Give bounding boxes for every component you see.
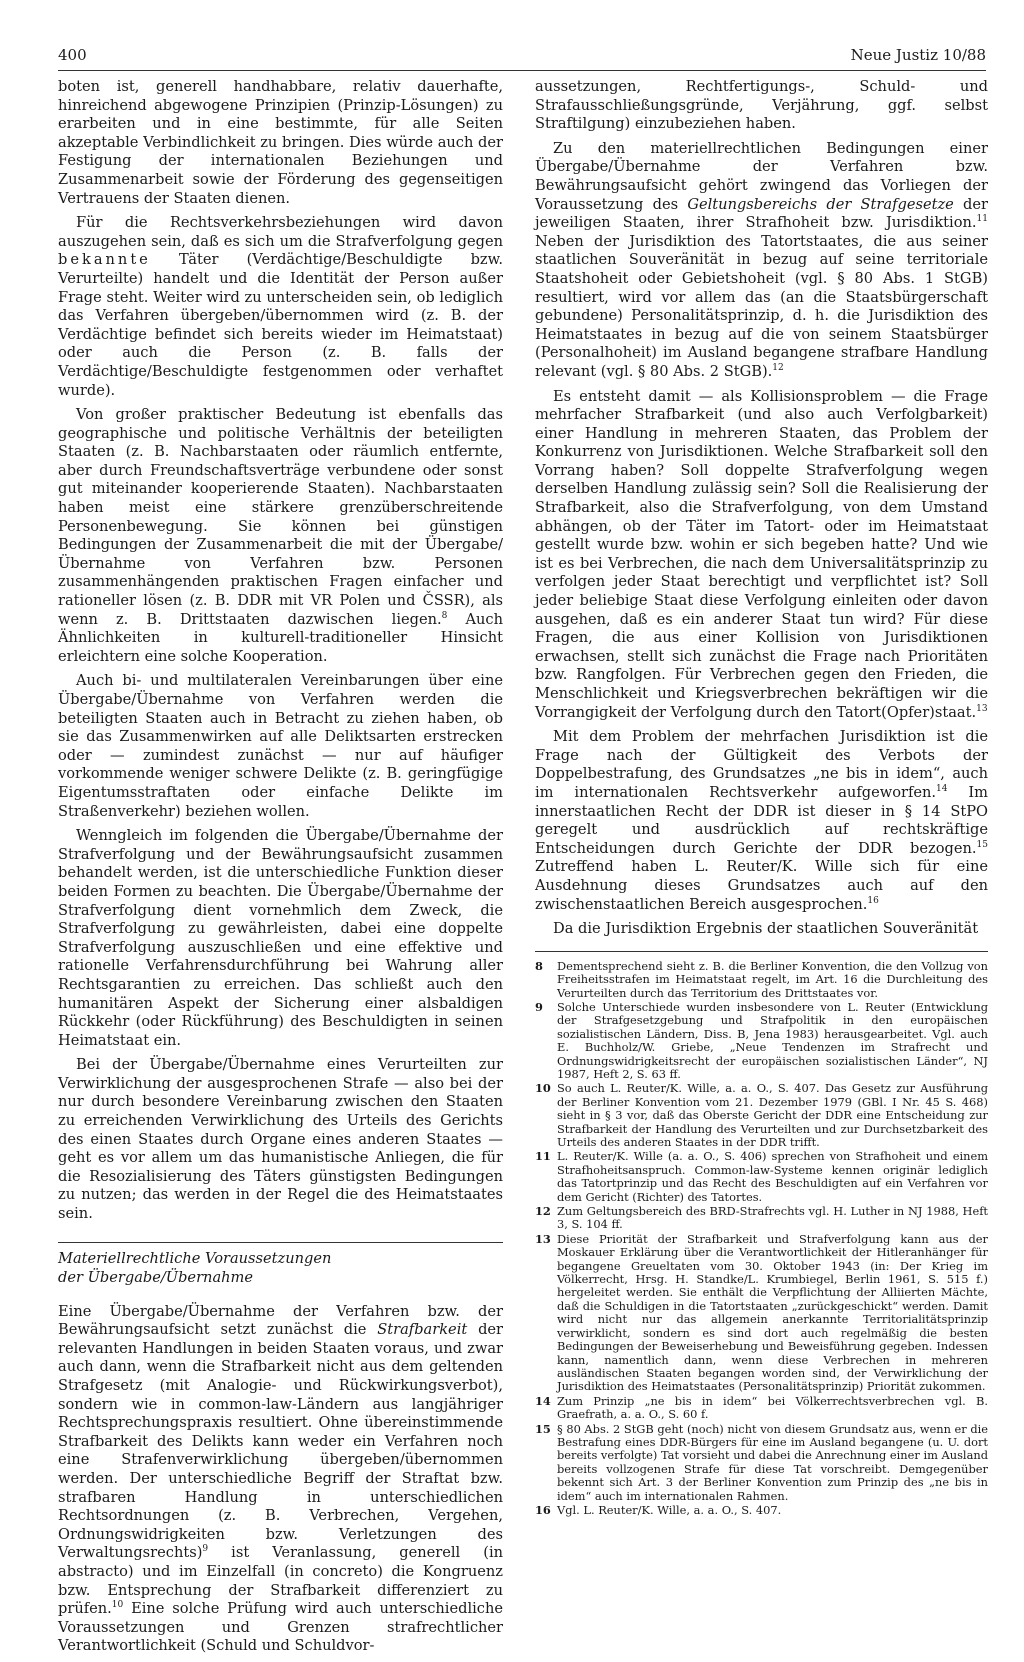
footnote-number: 14: [535, 1393, 551, 1408]
footnote: [535, 1205, 988, 1232]
paragraph: Da die Jurisdiktion Ergebnis der staatlichen Souveränität: [553, 920, 979, 938]
footnote-number: 11: [535, 1149, 551, 1164]
paragraph: Wenngleich im folgenden die Übergabe/Übernahme der Strafverfolgung und der Bewährungsaufsicht zusammen behandelt werden, ist die unterschiedliche Funktion dieser beiden Formen zu beachten. Die Übergabe/Übernahme der Strafverfolgung dient vornehmlich dem Zweck, die Strafverfolgung zu gewährleisten, dabei eine doppelte Strafverfolgung auszuschließen und eine effektive und rationelle Verfahrensdurchführung bei Wahrung aller Rechtsgarantien zu erreichen. Das schließt auch den humanitären Aspekt der Sicherung einer alsbaldigen Rückkehr (oder Rückführung) des Beschuldigten in seinen Heimatstaat ein.: [58, 827, 503, 1049]
footnote-text: Diese Priorität der Strafbarkeit und Strafverfolgung kann aus der Moskauer Erklärung über die Verantwortlichkeit der Hitleranhänger für begangene Greueltaten vom 30. Oktober 1943 (in: Der Krieg im Völkerrecht, Hrsg. H. Standke/L. Krumbiegel, Berlin 1961, S. 515 f.) hergeleitet werden. Sie enthält die Verpflichtung der Alliierten Mächte, daß die Schuldigen in die Tatortstaaten „zurückgeschickt“ werden. Damit wird nicht nur das allgemein anerkannte Territorialitätsprinzip verwirklicht, sondern es sind dort auch regelmäßig die besten Bedingungen der Beweiserhebung und Beweisführung gegeben. Indessen kann, namentlich dann, wenn diese Verbrechen in mehreren ausländischen Staaten begangen worden sind, der Verwirklichung der Jurisdiktion des Heimatstaates (Personalitätsprinzip) Priorität zukommen.: [557, 1231, 988, 1394]
journal-issue: Neue Justiz 10/88: [850, 46, 986, 64]
paragraph: [58, 214, 503, 400]
paragraph: [58, 1303, 503, 1656]
footnote-text: Zum Geltungsbereich des BRD-Strafrechts vgl. H. Luther in NJ 1988, Heft 3, S. 104 ff.: [557, 1204, 988, 1232]
footnote-number: 8: [535, 958, 543, 973]
emphasis: Strafbarkeit: [377, 1321, 468, 1339]
section-heading: [58, 1242, 503, 1287]
footnote-ref[interactable]: 12: [772, 363, 784, 374]
text-run: Mit dem Problem der mehrfachen Jurisdiktion ist die Frage nach der Gültigkeit des Verbots der Doppelbestrafung, des Grundsatzes „ne bis in idem“, auch im internationalen Rechtsverkehr aufgeworfen.: [535, 728, 988, 801]
text-run: Es entsteht damit — als Kollisionsproblem — die Frage mehrfacher Strafbarkeit (und also auch Verfolgbarkeit) einer Handlung in mehreren Staaten, das Problem der Konkurrenz von Jurisdiktionen. Welche Strafbarkeit soll den Vorrang haben? Soll doppelte Strafverfolgung wegen derselben Handlung zulässig sein? Soll die Realisierung der Strafbarkeit, also die Strafverfolgung, von dem Umstand abhängen, ob der Täter im Tatort- oder im Heimatstaat gestellt wurde bzw. wohin er sich begeben hatte? Und wie ist es bei Verbrechen, die nach dem Universalitätsprinzip zu verfolgen jeder Staat berechtigt und verpflichtet ist? Soll jeder beliebige Staat diese Verfolgung einleiten oder davon ausgehen, daß es ein anderer Staat tun wird? Für diese Fragen, die aus einer Kollision von Jurisdiktionen erwachsen, stellt sich zunächst die Frage nach Prioritäten bzw. Rangfolgen. Für Verbrechen gegen den Frieden, die Menschlichkeit und Kriegsverbrechen bekräftigen wir die Vorrangigkeit der Verfolgung durch den Tatort(Opfer)staat.: [535, 387, 988, 721]
footnote-text: Vgl. L. Reuter/K. Wille, a. a. O., S. 407.: [557, 1502, 782, 1517]
text-run: Im innerstaatlichen Recht der DDR ist dieser in § 14 StPO geregelt und ausdrücklich auf rechtskräftige Entscheidungen durch Gerichte der DDR bezogen.: [535, 783, 989, 857]
text-run: Eine solche Prüfung wird auch unterschiedliche Voraussetzungen und Grenzen strafrechtlicher Verantwortlichkeit (Schuld und Schuldvor-: [58, 1600, 503, 1655]
section-heading-line: Materiellrechtliche Voraussetzungen: [58, 1249, 332, 1267]
text-run: Zu den materiellrechtlichen Bedingungen einer Übergabe/Übernahme der Verfahren bzw. Bewährungsaufsicht gehört zwingend das Vorliegen der Voraussetzung des: [535, 139, 988, 213]
page-header: [58, 44, 986, 71]
footnote-text: So auch L. Reuter/K. Wille, a. a. O., S. 407. Das Gesetz zur Ausführung der Berliner Konvention vom 21. Dezember 1979 (GBl. I Nr. 45 S. 468) sieht in § 3 vor, daß das Oberste Gericht der DDR eine Entscheidung zur Strafbarkeit der Handlung des Verurteilten und zur Durchsetzbarkeit des Urteils des anderen Staates in der DDR trifft.: [557, 1081, 988, 1149]
footnote-ref[interactable]: 11: [976, 214, 988, 225]
text-run: Für die Rechtsverkehrsbeziehungen wird davon auszugehen sein, daß es sich um die Strafverfolgung gegen: [58, 214, 503, 250]
footnote-ref[interactable]: 13: [976, 703, 988, 714]
footnote-number: 10: [535, 1081, 551, 1096]
paragraph: [535, 388, 988, 723]
text-run: Zutreffend haben L. Reuter/K. Wille sich für eine Ausdehnung dieses Grundsatzes auch auf den zwischenstaatlichen Bereich ausgesprochen.: [535, 858, 988, 913]
footnote-ref[interactable]: 8: [441, 610, 448, 621]
footnote-number: 15: [535, 1421, 551, 1436]
footnote-ref[interactable]: 15: [976, 839, 988, 850]
footnote-divider: [535, 951, 988, 952]
footnote: [535, 1423, 988, 1503]
paragraph: aussetzungen, Rechtfertigungs-, Schuld- und Strafausschließungsgründe, Verjährung, ggf. selbst Straftilgung) einzubeziehen haben.: [535, 78, 988, 133]
section-heading-line: der Übergabe/Übernahme: [58, 1268, 254, 1286]
footnote-text: Zum Prinzip „ne bis in idem“ bei Völkerrechtsverbrechen vgl. B. Graefrath, a. a. O., S. 60 f.: [557, 1393, 988, 1422]
left-column: [58, 78, 503, 1662]
footnote: [535, 1001, 988, 1081]
paragraph: Bei der Übergabe/Übernahme eines Verurteilten zur Verwirklichung der ausgesprochenen Strafe — also bei der nur durch besondere Vereinbarung zwischen den Staaten zu erreichenden Verwirklichung des Urteils des Gerichts des einen Staates durch Organe eines anderen Staates — geht es vor allem um das humanistische Anliegen, die für die Resozialisierung des Täters günstigsten Bedingungen zu nutzen; das werden in der Regel die des Heimatstaates sein.: [58, 1056, 503, 1223]
emphasis: Geltungsbereichs der Strafgesetze: [687, 195, 954, 213]
footnote: [535, 1504, 988, 1517]
text-run: Täter (Verdächtige/Beschuldigte bzw. Verurteilte): [58, 251, 503, 287]
paragraph: [535, 728, 988, 914]
footnote-number: 13: [535, 1231, 551, 1246]
text-run: Auch Ähnlichkeiten in kulturell-traditioneller Hinsicht erleichtern eine solche Kooperation.: [58, 610, 503, 665]
footnote-text: Dementsprechend sieht z. B. die Berliner Konvention, die den Vollzug von Freiheitsstrafen im Heimatstaat regelt, im Art. 16 die Durchleitung des Verurteilten durch das Territorium des Drittstaates vor.: [557, 958, 988, 1000]
footnote-text: § 80 Abs. 2 StGB geht (noch) nicht von diesem Grundsatz aus, wenn er die Bestrafung eines DDR-Bürgers für eine im Ausland begangene (u. U. dort bereits verfolgte) Tat vorsieht und dabei die Anrechnung einer im Ausland bereits vollzogenen Strafe für diese Tat vorschreibt. Demgegenüber bekennt sich Art. 3 der Berliner Konvention zum Prinzip des „ne bis in idem“ auch im internationalen Rahmen.: [557, 1421, 989, 1503]
footnote: [535, 1082, 988, 1149]
spaced-text: bekannte: [58, 251, 151, 269]
footnote: [535, 960, 988, 1000]
right-column: [535, 78, 988, 1518]
paragraph: Auch bi- und multilateralen Vereinbarungen über eine Übergabe/Übernahme von Verfahren werden die beteiligten Staaten auch in Betracht zu ziehen haben, ob sie das Zusammenwirken auf alle Deliktsarten erstrecken oder — zumindest zunächst — nur auf häufiger vorkommende weniger schwere Delikte (z. B. geringfügige Eigentumsstraftaten oder einfache Delikte im Straßenverkehr) beziehen wollen.: [58, 672, 503, 820]
footnote-text: L. Reuter/K. Wille (a. a. O., S. 406) sprechen von Strafhoheit und einem Strafhoheitsanspruch. Common-law-Systeme kennen originär lediglich das Tatortprinzip und das Recht des Beschuldigten auf ein Verfahren vor dem Gericht (Richter) des Tatortes.: [557, 1149, 988, 1204]
footnotes: [535, 960, 988, 1518]
text-run: Eine Übergabe/Übernahme der Verfahren bzw. der Bewährungsaufsicht setzt zunächst die: [58, 1302, 503, 1339]
page-number: 400: [58, 46, 87, 64]
paragraph: [58, 406, 503, 666]
text-run: der jeweiligen Staaten, ihrer Strafhoheit bzw. Jurisdiktion.: [535, 195, 989, 232]
footnote-number: 9: [535, 999, 543, 1014]
footnote-ref[interactable]: 10: [111, 1600, 124, 1611]
footnote-ref[interactable]: 14: [936, 784, 948, 795]
footnote: [535, 1233, 988, 1394]
text-run: Neben der Jurisdiktion des Tatortstaates, die aus seiner staatlichen Souveränität in bezug auf seine territoriale Staatshoheit oder Gebietshoheit (vgl. § 80 Abs. 1 StGB) resultiert, wird vor allem das (an die Staatsbürgerschaft gebundene) Personalitätsprinzip, d. h. die Jurisdiktion des Heimatstaates in bezug auf die von seinem Staatsbürger (Personalhoheit) im Ausland begangene strafbare Handlung relevant (vgl. § 80 Abs. 2 StGB).: [535, 232, 988, 380]
text-run: ist Veranlassung, generell (in abstracto) und im Einzelfall (in concreto) die Kongruenz bzw. Entsprechung der Strafbarkeit differenziert zu prüfen.: [58, 1544, 504, 1618]
footnote-number: 16: [535, 1502, 551, 1517]
text-run: handelt und die Identität der Person außer Frage steht. Weiter wird zu unterscheiden sein, ob lediglich das Verfahren übergeben/übernommen wird (z. B. der Verdächtige befindet sich bereits wieder im Heimatstaat) oder auch die Person (z. B. falls der Verdächtige/Beschuldigte festgenommen oder verhaftet wurde).: [58, 269, 504, 399]
paragraph: [535, 140, 988, 382]
text-run: Von großer praktischer Bedeutung ist ebenfalls das geographische und politische Verhältnis der beteiligten Staaten (z. B. Nachbarstaaten oder räumlich entfernte, aber durch Freundschaftsverträge verbundene oder sonst gut miteinander kooperierende Staaten). Nachbarstaaten haben meist eine stärkere grenzüberschreitende Personenbewegung. Sie können bei günstigen Bedingungen der Zusammenarbeit die mit der Übergabe/Übernahme von Verfahren bzw. Personen zusammenhängenden praktischen Fragen einfacher und rationeller lösen (z. B. DDR mit VR Polen und ČSSR), als wenn z. B. Drittstaaten dazwischen liegen.: [58, 406, 503, 628]
text-run: der relevanten Handlungen in beiden Staaten voraus, und zwar auch dann, wenn die Strafbarkeit nicht aus dem geltenden Strafgesetz (mit Analogie- und Rückwirkungsverbot), sondern wie in common-law-Ländern aus langjähriger Rechtsprechungspraxis resultiert. Ohne übereinstimmende Strafbarkeit des Delikts kann weder ein Verfahren noch eine Strafenverwirklichung übergeben/übernommen werden. Der unterschiedliche Begriff der Straftat bzw. strafbaren Handlung in unterschiedlichen Rechtsordnungen (z. B. Verbrechen, Vergehen, Ordnungswidrigkeiten bzw. Verletzungen des Verwaltungsrechts): [58, 1321, 504, 1562]
footnote-number: 12: [535, 1204, 551, 1219]
paragraph: boten ist, generell handhabbare, relativ dauerhafte, hinreichend abgewogene Prinzipien (Prinzip-Lösungen) zu erarbeiten und in eine bestimmte, für alle Seiten akzeptable Verbindlichkeit zu bringen. Dies würde auch der Festigung der internationalen Beziehungen und Zusammenarbeit sowie der Förderung des gegenseitigen Vertrauens der Staaten dienen.: [58, 78, 503, 207]
footnote: [535, 1150, 988, 1204]
footnote: [535, 1395, 988, 1422]
footnote-ref[interactable]: 16: [867, 895, 879, 906]
footnote-ref[interactable]: 9: [202, 1544, 209, 1555]
footnote-text: Solche Unterschiede wurden insbesondere von L. Reuter (Entwicklung der Strafgesetzgebung und Strafpolitik in den europäischen sozialistischen Ländern, Diss. B, Jena 1983) herausgearbeitet. Vgl. auch E. Buchholz/W. Griebe, „Neue Tendenzen im Strafrecht und Ordnungswidrigkeitsrecht der europäischen sozialistischen Länder“, NJ 1987, Heft 2, S. 63 ff.: [557, 999, 988, 1081]
